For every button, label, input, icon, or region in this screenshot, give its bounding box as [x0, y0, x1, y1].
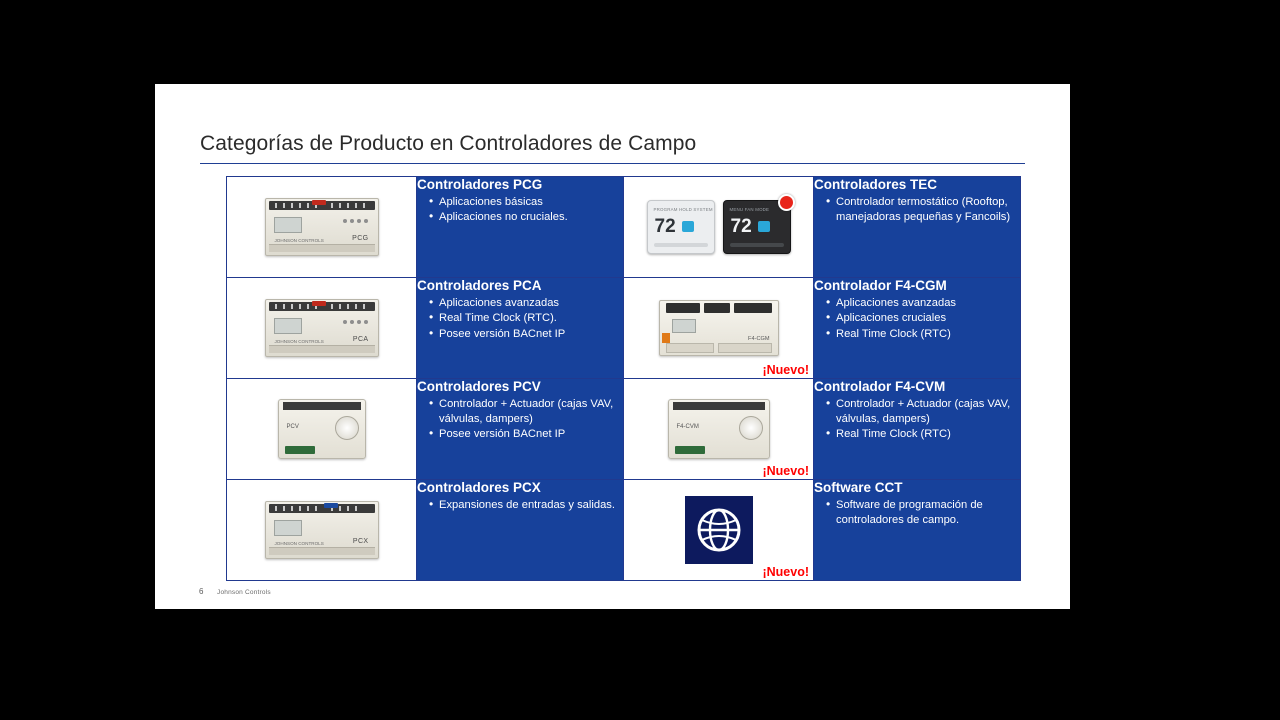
new-badge: ¡Nuevo! — [762, 363, 809, 377]
thermostat-pair-graphic — [647, 200, 791, 254]
category-title: Controladores PCV — [417, 379, 541, 394]
green-terminal-block — [285, 446, 315, 454]
bullet-item: • Aplicaciones avanzadas — [429, 296, 623, 311]
bullet-item: • Software de programación de controladores de campo. — [826, 498, 1020, 528]
presentation-slide — [155, 84, 1070, 609]
orange-connector — [662, 333, 670, 343]
thermostat-indicator — [758, 221, 770, 232]
product-text-cell-cct — [814, 480, 1021, 581]
status-leds — [343, 219, 368, 223]
terminal-strip-bottom — [269, 244, 375, 252]
thermostat-indicator — [682, 221, 694, 232]
bullet-item: • Posee versión BACnet IP — [429, 327, 623, 342]
bullet-item: • Real Time Clock (RTC) — [826, 427, 1020, 442]
thermostat-temperature: 72 — [654, 216, 676, 237]
product-text-cell-pca — [417, 278, 624, 379]
bullet-item: • Aplicaciones no cruciales. — [429, 210, 623, 225]
terminal-strip-top — [269, 504, 375, 513]
pcv-controller-image — [227, 379, 416, 479]
product-image-cell-cct — [624, 480, 814, 581]
page-title: Categorías de Producto en Controladores de Campo — [200, 132, 697, 155]
new-badge: ¡Nuevo! — [762, 464, 809, 478]
tec-thermostats-image — [624, 177, 813, 277]
product-image-cell-pcv — [227, 379, 417, 480]
bullet-item: • Posee versión BACnet IP — [429, 427, 623, 442]
new-badge: ¡Nuevo! — [762, 565, 809, 579]
bullet-item: • Real Time Clock (RTC). — [429, 311, 623, 326]
product-image-cell-tec — [624, 177, 814, 278]
bullet-item: • Controlador + Actuador (cajas VAV, válvulas, dampers) — [429, 397, 623, 427]
category-title: Software CCT — [814, 480, 903, 495]
slide-number: 6 — [199, 587, 204, 596]
device-display — [274, 520, 302, 536]
table-row — [227, 278, 1021, 379]
bullet-item: • Controlador + Actuador (cajas VAV, válvulas, dampers) — [826, 397, 1020, 427]
product-text-cell-f4cvm — [814, 379, 1021, 480]
device-display — [274, 217, 302, 233]
product-image-cell-f4cvm — [624, 379, 814, 480]
globe-icon — [685, 496, 753, 564]
pcx-expansion-module-image — [227, 480, 416, 580]
terminal-strip-top — [673, 402, 765, 410]
pca-controller-image — [227, 278, 416, 378]
product-text-cell-tec — [814, 177, 1021, 278]
table-row — [227, 480, 1021, 581]
product-text-cell-pcv — [417, 379, 624, 480]
din-controller-graphic — [265, 299, 379, 357]
product-text-cell-f4cgm — [814, 278, 1021, 379]
device-model-label: F4-CVM — [676, 424, 699, 430]
category-title: Controladores PCG — [417, 177, 543, 192]
status-leds — [343, 320, 368, 324]
category-bullets — [417, 498, 623, 513]
red-marker — [312, 301, 326, 306]
actuator-controller-graphic — [668, 399, 770, 459]
thermostat-light-graphic — [647, 200, 715, 254]
device-brand-label: JOHNSON CONTROLS — [274, 339, 324, 344]
green-terminal-block — [675, 446, 705, 454]
device-brand-label: JOHNSON CONTROLS — [274, 541, 324, 546]
device-model-label: F4-CGM — [748, 336, 770, 342]
device-model-label: PCG — [352, 235, 369, 242]
category-bullets — [814, 296, 1020, 341]
table-row — [227, 379, 1021, 480]
device-brand-label: JOHNSON CONTROLS — [274, 238, 324, 243]
category-bullets — [417, 195, 623, 225]
thermostat-button-bar — [730, 243, 784, 247]
product-image-cell-pcg — [227, 177, 417, 278]
category-title: Controladores PCA — [417, 278, 542, 293]
category-bullets — [417, 296, 623, 341]
thermostat-temperature: 72 — [730, 216, 752, 237]
product-image-cell-pcx — [227, 480, 417, 581]
product-image-cell-f4cgm — [624, 278, 814, 379]
product-text-cell-pcx — [417, 480, 624, 581]
footer-brand: Johnson Controls — [217, 589, 271, 596]
thermostat-menu-text: PROGRAM HOLD SYSTEM — [653, 207, 713, 212]
thermostat-button-bar — [654, 243, 708, 247]
category-title: Controladores PCX — [417, 480, 541, 495]
category-title: Controladores TEC — [814, 177, 938, 192]
product-image-cell-pca — [227, 278, 417, 379]
table-row — [227, 177, 1021, 278]
terminal-strip-bottom — [269, 547, 375, 555]
bullet-item: • Aplicaciones básicas — [429, 195, 623, 210]
din-controller-graphic — [265, 198, 379, 256]
bullet-item: • Aplicaciones avanzadas — [826, 296, 1020, 311]
actuator-knob — [335, 416, 359, 440]
bullet-item: • Real Time Clock (RTC) — [826, 327, 1020, 342]
bullet-item: • Expansiones de entradas y salidas. — [429, 498, 623, 513]
bullet-item: • Aplicaciones cruciales — [826, 311, 1020, 326]
din-controller-graphic — [265, 501, 379, 559]
category-bullets — [814, 195, 1020, 225]
red-marker — [312, 200, 326, 205]
device-model-label: PCV — [286, 424, 299, 430]
red-highlight-dot — [778, 194, 795, 211]
pcg-controller-image — [227, 177, 416, 277]
f4-controller-graphic — [659, 300, 779, 356]
category-bullets — [417, 397, 623, 442]
bullet-item: • Controlador termostático (Rooftop, manejadoras pequeñas y Fancoils) — [826, 195, 1020, 225]
device-display — [274, 318, 302, 334]
product-text-cell-pcg — [417, 177, 624, 278]
terminal-strip-bottom — [269, 345, 375, 353]
terminal-strip-top — [283, 402, 361, 410]
actuator-knob — [739, 416, 763, 440]
category-bullets — [814, 397, 1020, 442]
thermostat-menu-text: MENU FAN MODE — [729, 207, 770, 212]
category-bullets — [814, 498, 1020, 528]
title-divider — [200, 163, 1025, 164]
category-title: Controlador F4-CVM — [814, 379, 946, 394]
category-title: Controlador F4-CGM — [814, 278, 947, 293]
device-model-label: PCA — [352, 336, 369, 343]
blue-marker — [324, 503, 338, 508]
actuator-controller-graphic — [278, 399, 366, 459]
product-categories-table — [226, 176, 1021, 581]
device-display — [672, 319, 696, 333]
device-model-label: PCX — [352, 538, 369, 545]
